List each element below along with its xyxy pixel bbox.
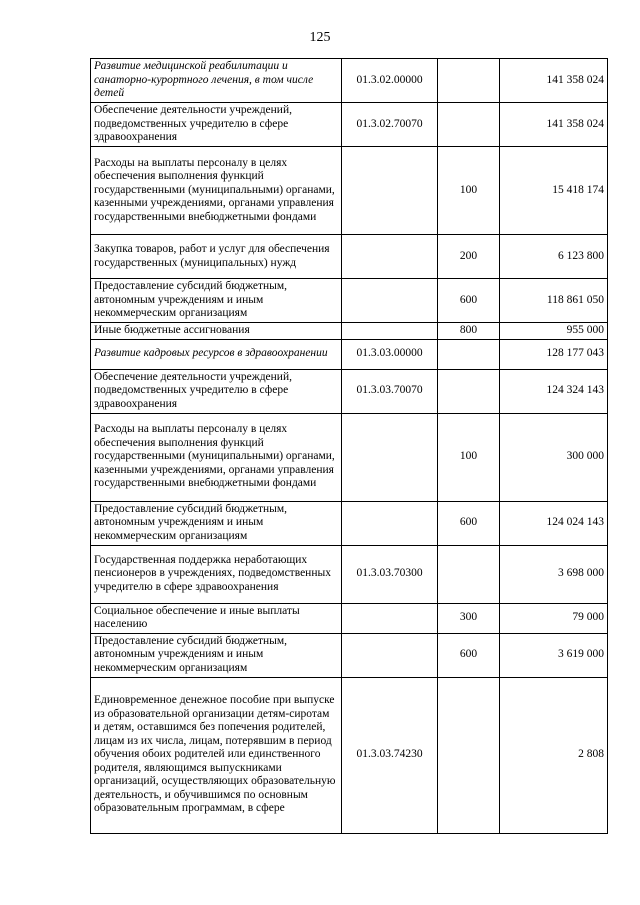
row-code-cell: 01.3.02.00000 [342, 59, 438, 103]
table-row [91, 103, 608, 147]
row-type-cell [438, 545, 500, 603]
row-name-cell: Единовременное денежное пособие при выпуске из образовательной организации детям-сиротам и детям, оставшимся без попечения родителей, лицам из их числа, лицам, потерявшим в период обучения обоих родителей или единственного родителя, являющимся выпускниками организаций, осуществляющих образовательную деятельность, и обучившимся по основным образовательным программам, в сфере [91, 677, 342, 833]
row-type-cell [438, 103, 500, 147]
table-row [91, 59, 608, 103]
row-name-cell: Развитие кадровых ресурсов в здравоохранении [91, 339, 342, 369]
row-type-cell: 200 [438, 235, 500, 279]
row-code-cell [342, 633, 438, 677]
row-name-cell: Социальное обеспечение и иные выплаты населению [91, 603, 342, 633]
row-code-cell [342, 413, 438, 501]
row-type-cell: 100 [438, 147, 500, 235]
row-name-cell: Развитие медицинской реабилитации и санаторно-курортного лечения, в том числе детей [91, 59, 342, 103]
row-type-cell: 100 [438, 413, 500, 501]
row-type-cell: 300 [438, 603, 500, 633]
row-type-cell: 600 [438, 279, 500, 323]
table-row [91, 501, 608, 545]
table-row [91, 545, 608, 603]
row-code-cell: 01.3.03.00000 [342, 339, 438, 369]
row-type-cell: 800 [438, 323, 500, 340]
table-row [91, 633, 608, 677]
table-row [91, 413, 608, 501]
row-code-cell: 01.3.03.70300 [342, 545, 438, 603]
table-row [91, 339, 608, 369]
row-code-cell [342, 147, 438, 235]
row-type-cell [438, 339, 500, 369]
budget-table-body [91, 59, 608, 834]
row-amount-cell: 128 177 043 [500, 339, 608, 369]
row-code-cell [342, 279, 438, 323]
row-code-cell [342, 501, 438, 545]
table-row [91, 677, 608, 833]
table-row [91, 235, 608, 279]
row-type-cell [438, 369, 500, 413]
page-number: 125 [309, 30, 331, 45]
row-amount-cell: 141 358 024 [500, 59, 608, 103]
row-amount-cell: 141 358 024 [500, 103, 608, 147]
row-code-cell [342, 235, 438, 279]
row-name-cell: Предоставление субсидий бюджетным, автономным учреждениям и иным некоммерческим организациям [91, 633, 342, 677]
row-amount-cell: 124 324 143 [500, 369, 608, 413]
row-type-cell: 600 [438, 501, 500, 545]
row-type-cell: 600 [438, 633, 500, 677]
row-code-cell: 01.3.03.74230 [342, 677, 438, 833]
row-code-cell [342, 603, 438, 633]
row-amount-cell: 124 024 143 [500, 501, 608, 545]
row-amount-cell: 955 000 [500, 323, 608, 340]
row-amount-cell: 15 418 174 [500, 147, 608, 235]
row-name-cell: Расходы на выплаты персоналу в целях обеспечения выполнения функций государственными (муниципальными) органами, казенными учреждениями, органами управления государственными внебюджетными фондами [91, 413, 342, 501]
table-row [91, 323, 608, 340]
row-name-cell: Закупка товаров, работ и услуг для обеспечения государственных (муниципальных) нужд [91, 235, 342, 279]
table-row [91, 147, 608, 235]
row-amount-cell: 79 000 [500, 603, 608, 633]
row-code-cell: 01.3.03.70070 [342, 369, 438, 413]
row-code-cell: 01.3.02.70070 [342, 103, 438, 147]
row-amount-cell: 3 698 000 [500, 545, 608, 603]
row-type-cell [438, 59, 500, 103]
row-name-cell: Предоставление субсидий бюджетным, автономным учреждениям и иным некоммерческим организациям [91, 501, 342, 545]
row-type-cell [438, 677, 500, 833]
row-amount-cell: 3 619 000 [500, 633, 608, 677]
row-name-cell: Обеспечение деятельности учреждений, подведомственных учредителю в сфере здравоохранения [91, 369, 342, 413]
row-name-cell: Обеспечение деятельности учреждений, подведомственных учредителю в сфере здравоохранения [91, 103, 342, 147]
row-amount-cell: 6 123 800 [500, 235, 608, 279]
row-amount-cell: 2 808 [500, 677, 608, 833]
table-row [91, 369, 608, 413]
row-name-cell: Государственная поддержка неработающих пенсионеров в учреждениях, подведомственных учредителю в сфере здравоохранения [91, 545, 342, 603]
budget-table [90, 58, 608, 834]
row-name-cell: Расходы на выплаты персоналу в целях обеспечения выполнения функций государственными (муниципальными) органами, казенными учреждениями, органами управления государственными внебюджетными фондами [91, 147, 342, 235]
table-row [91, 279, 608, 323]
row-amount-cell: 300 000 [500, 413, 608, 501]
row-name-cell: Иные бюджетные ассигнования [91, 323, 342, 340]
row-name-cell: Предоставление субсидий бюджетным, автономным учреждениям и иным некоммерческим организациям [91, 279, 342, 323]
row-code-cell [342, 323, 438, 340]
row-amount-cell: 118 861 050 [500, 279, 608, 323]
table-row [91, 603, 608, 633]
